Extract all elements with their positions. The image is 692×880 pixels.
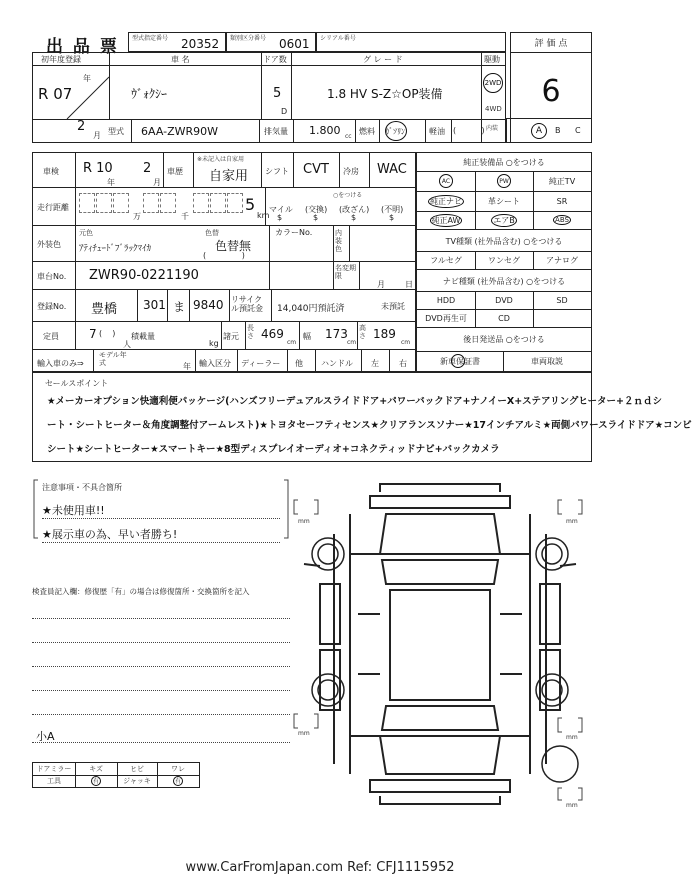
tv-full: フルセグ (430, 255, 462, 265)
doors-label: ドア数 (263, 55, 287, 64)
interior-a (531, 123, 547, 139)
mileage-boxes-man (79, 193, 130, 217)
first-reg-label: 初年度登録 (41, 55, 81, 64)
capacity-value: 7 (89, 327, 97, 341)
category-box (226, 32, 316, 52)
shift-value: CVT (303, 162, 329, 177)
serial-box (316, 32, 506, 52)
score-value: 6 (541, 73, 561, 109)
recycle-label: リサイクル預託金 (231, 295, 263, 313)
disp-label: 排気量 (264, 127, 288, 136)
ac-label: 冷房 (343, 167, 359, 176)
width-cm: cm (347, 339, 357, 346)
chassis-label: 車台No. (37, 272, 67, 281)
mm-label-1: mm (298, 518, 310, 525)
category-label: 類別区分番号 (230, 35, 267, 42)
first-reg-diagonal (33, 53, 113, 119)
first-reg-month: 2 (77, 119, 86, 134)
mileage-unknown-sub: $ (389, 213, 395, 222)
inspection-year-unit: 年 (107, 178, 115, 187)
first-reg-year-unit: 年 (83, 74, 91, 83)
mm-label-3: mm (298, 730, 310, 737)
docs-warranty: 新車保証書 (440, 356, 480, 366)
usage-label: 車歴 (167, 167, 183, 176)
equip-navi (417, 191, 475, 211)
mileage-km: km (257, 211, 270, 220)
drive-4wd: 4WD (485, 105, 502, 113)
width-value: 173 (325, 327, 348, 341)
equipment-panel (416, 152, 592, 372)
legend-jack-have-text: 有 (174, 778, 181, 785)
oil-paren: ( ) (453, 126, 485, 135)
length-cm: cm (287, 339, 297, 346)
interior-color-label: 内装色 (335, 229, 342, 253)
equip-pw-text: PW (497, 174, 511, 188)
mm-label-2: mm (566, 518, 578, 525)
model-label: 型式 (108, 127, 124, 136)
mileage-circle-note: ○をつける (333, 192, 363, 199)
equip-abs-text: ABS (555, 216, 569, 224)
legend-table (32, 762, 200, 788)
equipment-std-label: 純正装備品 ○をつける (463, 157, 545, 167)
ac-value: WAC (377, 162, 407, 177)
tv-one: ワンセグ (488, 255, 520, 265)
mileage-exch-sub: $ (313, 213, 319, 222)
mileage-exch: (交換) (305, 205, 328, 214)
legend-crack: ヒビ (130, 765, 144, 773)
fuel-value: ｶﾞｿﾘﾝ (385, 127, 405, 136)
height-value: 189 (373, 327, 396, 341)
equip-airbag (475, 211, 533, 229)
navi-type-label: ナビ種類 (社外品含む) ○をつける (442, 276, 566, 286)
orig-color-value: ｱﾃｨﾁｭｰﾄﾞﾌﾞﾗｯｸﾏｲｶ (79, 244, 152, 254)
width-label: 幅 (303, 332, 311, 341)
equip-navi-text: 純正ナビ (430, 196, 462, 206)
sales-box (32, 372, 692, 462)
equip-airbag-text: エアB (493, 215, 515, 225)
form-title: 出 品 票 (46, 37, 119, 57)
inspection-label: 車検 (43, 167, 59, 176)
recycle-unpaid: 未預託 (381, 302, 405, 311)
reg-label: 登録No. (37, 302, 67, 311)
mileage-mile-sub: $ (277, 213, 283, 222)
disp-unit: cc (345, 133, 352, 140)
import-dealer: ディーラー (241, 359, 281, 368)
inspection-month-unit: 月 (153, 178, 161, 187)
grade-value: 1.8 HV S-Z☆OP装備 (327, 87, 443, 101)
sales-label: セールスポイント (45, 379, 109, 388)
interior-label: 内装 (486, 125, 499, 132)
recolor-label: 色替 (205, 229, 219, 237)
import-other: 他 (295, 359, 303, 368)
inspector-note: 小A (36, 730, 55, 743)
type-cert-box (128, 32, 226, 52)
capacity-label: 定員 (43, 332, 59, 341)
capacity-unit: 人 (123, 340, 131, 349)
equip-ac-text: AC (439, 174, 453, 188)
spec-box (32, 52, 506, 143)
mileage-label: 走行距離 (37, 203, 69, 212)
navi-dvd: DVD (495, 295, 513, 305)
name-change-month: 月 (377, 280, 385, 289)
sales-line-3: シート★シートヒーター★スマートキー★8型ディスプレイオーディオ+コネクティッドナビ+バックカメラ (47, 444, 500, 455)
inspection-value: R 10 (83, 161, 113, 176)
equip-abs (533, 211, 591, 229)
inspector-label: 検査員記入欄：修復歴「有」の場合は修復箇所・交換箇所を記入 (32, 587, 250, 596)
doors-suffix: D (281, 107, 288, 116)
reg-num: 9840 (193, 298, 224, 312)
mileage-alter-sub: $ (351, 213, 357, 222)
load-label: 積載量 (131, 332, 155, 341)
load-unit: kg (209, 339, 219, 348)
equip-tv: 純正TV (548, 176, 576, 186)
inspection-month: 2 (143, 161, 152, 176)
equip-aw-text: 純正AW (431, 215, 461, 225)
info-grid (32, 152, 416, 372)
navi-hdd: HDD (436, 295, 456, 305)
usage-note: ※未記入は自家用 (197, 156, 245, 163)
mm-label-4: mm (566, 734, 578, 741)
equip-aw (417, 211, 475, 229)
color-label: 外装色 (37, 240, 61, 249)
doors-value: 5 (273, 86, 282, 101)
interior-a-text: A (535, 126, 543, 136)
recycle-value: 14,040円預託済 (277, 304, 345, 314)
mileage-man: 万 (133, 212, 141, 221)
mm-label-5: mm (566, 802, 578, 809)
import-cat-label: 輸入区分 (199, 359, 231, 368)
fuel-label: 燃料 (359, 127, 375, 136)
capacity-paren: ( ) (99, 329, 116, 338)
footer-ref: www.CarFromJapan.com Ref: CFJ1115952 (185, 860, 455, 875)
interior-c: C (575, 126, 581, 135)
note-line-1: ★未使用車!! (42, 504, 105, 517)
drive-2wd (483, 73, 503, 93)
docs-warranty-circle (451, 354, 465, 368)
make-label: 車 名 (171, 55, 190, 64)
handle-label: ハンドル (321, 359, 353, 368)
mileage-boxes-km (193, 193, 244, 217)
sales-line-1: ★メーカーオプション快適利便パッケージ(ハンズフリーデュアルスライドドア+パワーバックドア+ナノイーX+ステアリングヒーター+２ｎｄシ (47, 396, 662, 407)
notes-label: 注意事項・不具合箇所 (42, 483, 122, 492)
handle-left: 左 (371, 359, 379, 368)
height-cm: cm (401, 339, 411, 346)
legend-tools-have (75, 775, 117, 787)
tv-analog: アナログ (546, 255, 578, 265)
recolor-paren: ( ) (203, 251, 245, 260)
model-year-label: モデル年式 (99, 351, 127, 367)
first-reg-era: R 07 (38, 85, 73, 103)
legend-jack: ジャッキ (123, 777, 151, 785)
type-cert-value: 20352 (181, 37, 220, 51)
orig-color-label: 元色 (79, 229, 93, 237)
sales-line-2: ート・シートヒーター＆角度調整付アームレスト)★トヨタセーフティセンス★クリアランスソナー★17インチアルミ★両側パワースライドドア★コンビ (47, 420, 692, 431)
name-change-label: 名変期限 (335, 264, 356, 280)
equip-pw (475, 171, 533, 191)
legend-tools-have-text: 有 (92, 778, 99, 785)
length-value: 469 (261, 327, 284, 341)
handle-right: 右 (399, 359, 407, 368)
shift-label: シフト (265, 167, 289, 176)
length-label: 長さ (247, 324, 254, 340)
reg-class: 301 (143, 298, 166, 312)
mileage-sen: 千 (181, 212, 189, 221)
interior-b: B (555, 126, 561, 135)
docs-label: 後日発送品 ○をつける (463, 334, 545, 344)
mileage-alter: (改ざん) (339, 205, 370, 214)
mileage-boxes-sen (143, 193, 177, 217)
oil-label: 軽油 (429, 127, 445, 136)
legend-jack-have (157, 775, 199, 787)
docs-manual: 車両取説 (531, 356, 563, 366)
score-label: 評 価 点 (511, 33, 591, 53)
navi-sd: SD (556, 295, 568, 305)
reg-kana: ま (173, 300, 186, 314)
legend-mirror: ドアミラー (36, 765, 72, 773)
legend-scratch: キズ (89, 765, 103, 773)
legend-break: ワレ (171, 765, 185, 773)
navi-dvd-play: DVD再生可 (425, 313, 467, 323)
car-diagram (290, 474, 590, 814)
height-label: 高さ (359, 324, 366, 340)
reg-place: 豊橋 (91, 302, 118, 317)
mileage-value: 5 (245, 195, 256, 214)
equip-ac (417, 171, 475, 191)
note-line-2: ★展示車の為、早い者勝ち! (42, 528, 178, 541)
interior-grade-box (506, 118, 592, 143)
equip-leather: 革シート (488, 196, 520, 206)
category-value: 0601 (279, 37, 310, 51)
serial-label: シリアル番号 (320, 35, 356, 42)
cert-label: 諸元 (223, 332, 239, 341)
name-change-day: 日 (405, 280, 413, 289)
disp-value: 1.800 (309, 124, 341, 137)
grade-label: グ レ ー ド (363, 55, 403, 64)
drive-2wd-text: 2WD (484, 79, 502, 87)
chassis-value: ZWR90-0221190 (89, 268, 199, 283)
type-cert-label: 型式指定番号 (132, 35, 169, 42)
import-year-unit: 年 (183, 362, 191, 371)
recolor-value: 色替無 (215, 239, 252, 253)
usage-value: 自家用 (209, 169, 249, 184)
tv-type-label: TV種類 (社外品含む) ○をつける (445, 236, 563, 246)
legend-tools: 工具 (47, 777, 61, 785)
mileage-unknown: (不明) (381, 205, 404, 214)
drive-label: 駆動 (484, 55, 500, 64)
import-label: 輸入車のみ⇒ (37, 359, 84, 368)
navi-cd: CD (498, 313, 510, 323)
car-diagram-svg (290, 474, 590, 814)
car-name: ｳﾞｫｸｼｰ (131, 87, 168, 101)
first-reg-month-unit: 月 (93, 131, 101, 140)
mileage-mile: マイル (269, 205, 293, 214)
color-no-label: カラーNo. (275, 228, 313, 237)
notes-section (32, 478, 292, 758)
model-value: 6AA-ZWR90W (141, 125, 219, 138)
equip-sr: SR (556, 196, 568, 206)
